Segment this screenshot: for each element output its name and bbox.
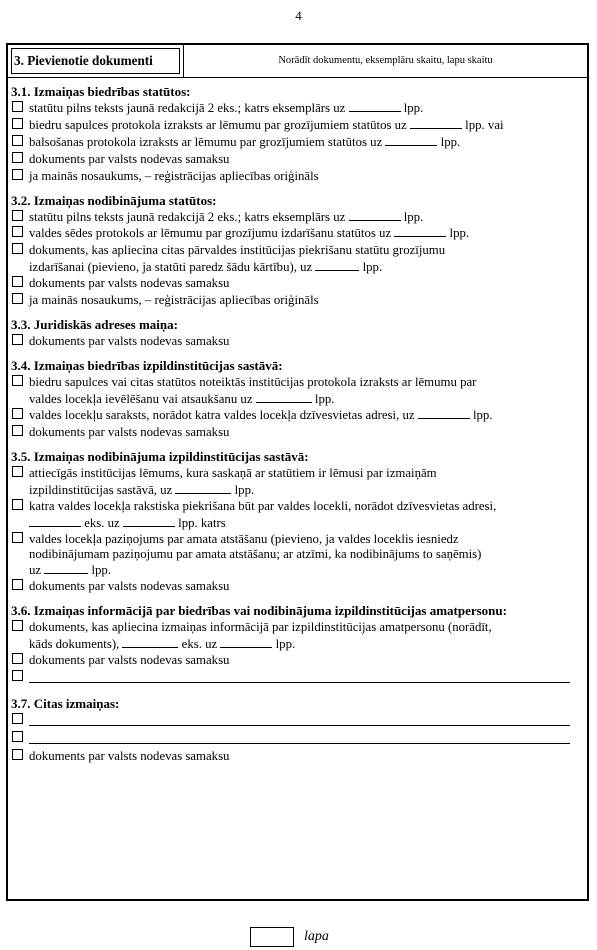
checkbox-icon[interactable] bbox=[12, 226, 23, 237]
checkbox-icon[interactable] bbox=[12, 375, 23, 386]
item-text: lpp. bbox=[311, 391, 335, 406]
fill-blank[interactable] bbox=[29, 515, 81, 527]
form-content bbox=[11, 83, 584, 772]
checkbox-icon[interactable] bbox=[12, 653, 23, 664]
fill-blank[interactable] bbox=[122, 636, 178, 648]
section-3-2 bbox=[11, 192, 584, 310]
fill-blank[interactable] bbox=[385, 134, 437, 146]
checkbox-icon[interactable] bbox=[12, 620, 23, 631]
checkbox-icon[interactable] bbox=[12, 408, 23, 419]
item-text: dokuments par valsts nodevas samaksu bbox=[29, 334, 230, 349]
fill-blank[interactable] bbox=[44, 562, 88, 574]
item-text: lpp. bbox=[359, 260, 383, 275]
checkbox-icon[interactable] bbox=[12, 466, 23, 477]
checkbox-item[interactable] bbox=[11, 619, 584, 636]
write-in-line[interactable] bbox=[29, 730, 570, 744]
page-count-box[interactable] bbox=[250, 927, 294, 947]
item-text: eks. uz bbox=[178, 637, 221, 652]
item-continuation bbox=[11, 391, 584, 407]
write-in-line[interactable] bbox=[29, 712, 570, 726]
checkbox-item[interactable] bbox=[11, 168, 584, 185]
checkbox-item[interactable] bbox=[11, 730, 584, 744]
checkbox-icon[interactable] bbox=[12, 152, 23, 163]
fill-blank[interactable] bbox=[349, 209, 401, 221]
checkbox-item[interactable] bbox=[11, 669, 584, 683]
item-text: dokuments par valsts nodevas samaksu bbox=[29, 579, 230, 594]
item-text: dokuments par valsts nodevas samaksu bbox=[29, 424, 230, 439]
section-3-4 bbox=[11, 357, 584, 441]
section-heading-cell bbox=[8, 45, 184, 77]
item-text: lpp. bbox=[437, 134, 461, 149]
item-continuation bbox=[11, 547, 584, 562]
section-heading: 3. Pievienotie dokumenti bbox=[11, 48, 180, 74]
item-text: lpp. katrs bbox=[174, 515, 226, 530]
item-continuation bbox=[11, 562, 584, 578]
fill-blank[interactable] bbox=[418, 407, 470, 419]
section-3-1 bbox=[11, 83, 584, 185]
write-in-line[interactable] bbox=[29, 669, 570, 683]
item-text: uz bbox=[29, 563, 45, 578]
item-continuation bbox=[11, 482, 584, 498]
checkbox-item[interactable] bbox=[11, 333, 584, 350]
item-text: lpp. bbox=[231, 482, 255, 497]
section-title: 3.4. Izmaiņas biedrības izpildinstitūcijas sastāvā: bbox=[11, 357, 283, 373]
item-text: nodibinājumam paziņojumu par amata atstāšanu; ar atzīmi, ka nodibinājums to saņēmis) bbox=[29, 547, 482, 562]
item-text: eks. uz bbox=[81, 515, 123, 530]
checkbox-item[interactable] bbox=[11, 424, 584, 441]
item-continuation bbox=[11, 515, 584, 531]
item-text: dokuments par valsts nodevas samaksu bbox=[29, 653, 230, 668]
item-text: biedru sapulces protokola izraksts ar lēmumu par grozījumiem statūtos uz bbox=[29, 117, 410, 132]
item-text: lpp. vai bbox=[461, 117, 504, 132]
checkbox-icon[interactable] bbox=[12, 101, 23, 112]
checkbox-icon[interactable] bbox=[12, 670, 23, 681]
checkbox-item[interactable] bbox=[11, 275, 584, 292]
fill-blank[interactable] bbox=[349, 100, 401, 112]
checkbox-icon[interactable] bbox=[12, 334, 23, 345]
checkbox-icon[interactable] bbox=[12, 499, 23, 510]
checkbox-icon[interactable] bbox=[12, 135, 23, 146]
item-text: valdes locekļa ievēlēšanu vai atsaukšanu uz bbox=[29, 391, 256, 406]
checkbox-item[interactable] bbox=[11, 209, 584, 226]
checkbox-icon[interactable] bbox=[12, 243, 23, 254]
section-3-5 bbox=[11, 448, 584, 596]
item-text: valdes locekļa paziņojums par amata atstāšanu (pievieno, ja valdes loceklis iesniedz bbox=[29, 531, 459, 546]
fill-blank[interactable] bbox=[315, 259, 359, 271]
checkbox-icon[interactable] bbox=[12, 210, 23, 221]
header-instruction: Norādīt dokumentu, eksemplāru skaitu, lapu skaitu bbox=[278, 55, 493, 66]
checkbox-item[interactable] bbox=[11, 242, 584, 259]
item-text: dokuments, kas apliecina izmaiņas informācijā par izpildinstitūcijas amatpersonu (norādīt, bbox=[29, 620, 492, 635]
item-text: valdes locekļu saraksts, norādot katra valdes locekļa dzīvesvietas adresi, uz bbox=[29, 407, 418, 422]
item-text: dokuments par valsts nodevas samaksu bbox=[29, 749, 230, 764]
checkbox-item[interactable] bbox=[11, 374, 584, 391]
item-continuation bbox=[11, 636, 584, 652]
checkbox-item[interactable] bbox=[11, 652, 584, 669]
section-title: 3.7. Citas izmaiņas: bbox=[11, 696, 120, 712]
section-title: 3.1. Izmaiņas biedrības statūtos: bbox=[11, 84, 191, 99]
checkbox-icon[interactable] bbox=[12, 532, 23, 543]
checkbox-icon[interactable] bbox=[12, 713, 23, 724]
section-3-3 bbox=[11, 316, 584, 350]
attached-documents-form bbox=[6, 43, 589, 901]
item-text: izdarīšanai (pievieno, ja statūti paredz šādu kārtību), uz bbox=[29, 260, 316, 275]
item-text: lpp. bbox=[446, 226, 470, 241]
checkbox-item[interactable] bbox=[11, 151, 584, 168]
item-text: attiecīgās institūcijas lēmums, kura saskaņā ar statūtiem ir lēmusi par izmaiņām bbox=[29, 465, 437, 480]
checkbox-icon[interactable] bbox=[12, 749, 23, 760]
page-count-label: lapa bbox=[304, 929, 329, 944]
page-number: 4 bbox=[295, 8, 302, 23]
checkbox-icon[interactable] bbox=[12, 731, 23, 742]
section-title: 3.3. Juridiskās adreses maiņa: bbox=[11, 317, 178, 333]
checkbox-icon[interactable] bbox=[12, 118, 23, 129]
section-title: 3.6. Izmaiņas informācijā par biedrības vai nodibinājuma izpildinstitūcijas amatpersonu: bbox=[11, 603, 507, 619]
checkbox-item[interactable] bbox=[11, 134, 584, 151]
fill-blank[interactable] bbox=[394, 225, 446, 237]
checkbox-icon[interactable] bbox=[12, 579, 23, 590]
item-continuation bbox=[11, 259, 584, 275]
fill-blank[interactable] bbox=[175, 482, 231, 494]
checkbox-item[interactable] bbox=[11, 100, 584, 117]
checkbox-icon[interactable] bbox=[12, 425, 23, 436]
item-text: lpp. bbox=[88, 563, 112, 578]
checkbox-item[interactable] bbox=[11, 407, 584, 424]
section-title: 3.2. Izmaiņas nodibinājuma statūtos: bbox=[11, 192, 217, 208]
item-text: statūtu pilns teksts jaunā redakcijā 2 eks.; katrs eksemplārs uz bbox=[29, 209, 349, 224]
item-text: katra valdes locekļa rakstiska piekrišana būt par valdes locekli, norādot dzīvesvietas adresi, bbox=[29, 498, 497, 513]
checkbox-item[interactable] bbox=[11, 578, 584, 595]
checkbox-icon[interactable] bbox=[12, 276, 23, 287]
checkbox-item[interactable] bbox=[11, 117, 584, 134]
item-text: kāds dokuments), bbox=[29, 637, 123, 652]
section-3-6 bbox=[11, 602, 584, 683]
fill-blank[interactable] bbox=[410, 117, 462, 129]
checkbox-item[interactable] bbox=[11, 712, 584, 726]
item-text: dokuments, kas apliecina citas pārvaldes institūcijas piekrišanu statūtu grozījumu bbox=[29, 243, 446, 258]
item-text: statūtu pilns teksts jaunā redakcijā 2 eks.; katrs eksemplārs uz bbox=[29, 101, 349, 115]
section-3-7 bbox=[11, 695, 584, 765]
item-text: izpildinstitūcijas sastāvā, uz bbox=[29, 482, 176, 497]
item-text: dokuments par valsts nodevas samaksu bbox=[29, 276, 230, 291]
checkbox-item[interactable] bbox=[11, 748, 584, 765]
checkbox-icon[interactable] bbox=[12, 169, 23, 180]
item-text: biedru sapulces vai citas statūtos noteiktās institūcijas protokola izraksts ar lēmumu par bbox=[29, 374, 477, 389]
item-text: lpp. bbox=[272, 637, 296, 652]
checkbox-item[interactable] bbox=[11, 498, 584, 515]
item-text: ja mainās nosaukums, – reģistrācijas apliecības oriģināls bbox=[29, 168, 319, 183]
item-text: lpp. bbox=[469, 407, 493, 422]
item-text: balsošanas protokola izraksts ar lēmumu par grozījumiem statūtos uz bbox=[29, 134, 386, 149]
item-text: lpp. bbox=[400, 101, 424, 115]
item-text: lpp. bbox=[400, 209, 424, 224]
item-text: ja mainās nosaukums, – reģistrācijas apliecības oriģināls bbox=[29, 293, 319, 308]
fill-blank[interactable] bbox=[220, 636, 272, 648]
form-header bbox=[8, 45, 587, 78]
fill-blank[interactable] bbox=[256, 391, 312, 403]
fill-blank[interactable] bbox=[123, 515, 175, 527]
item-text: dokuments par valsts nodevas samaksu bbox=[29, 151, 230, 166]
checkbox-item[interactable] bbox=[11, 292, 584, 309]
checkbox-item[interactable] bbox=[11, 465, 584, 482]
section-title: 3.5. Izmaiņas nodibinājuma izpildinstitūcijas sastāvā: bbox=[11, 448, 309, 464]
item-text: valdes sēdes protokols ar lēmumu par grozījumu izdarīšanu statūtos uz bbox=[29, 226, 395, 241]
checkbox-item[interactable] bbox=[11, 531, 584, 548]
checkbox-item[interactable] bbox=[11, 225, 584, 242]
checkbox-icon[interactable] bbox=[12, 293, 23, 304]
